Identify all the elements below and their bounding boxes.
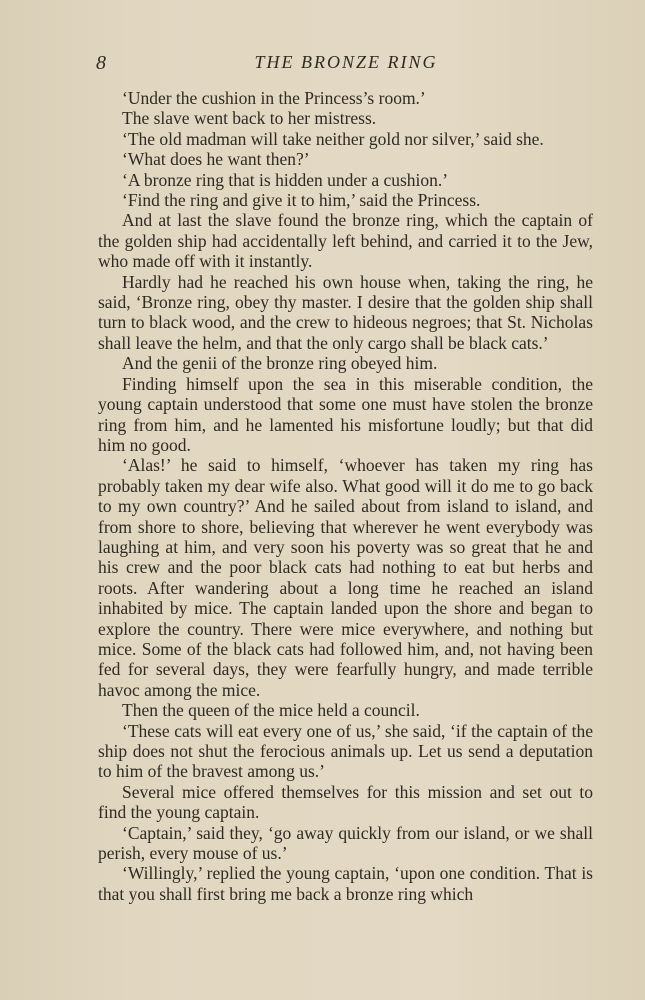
page-header xyxy=(96,52,596,80)
paragraph-16: ‘Willingly,’ replied the young captain, ‘upon one condition. That is that you shall first bring me back a bronze ring which xyxy=(98,863,593,904)
running-title: THE BRONZE RING xyxy=(254,52,438,72)
paragraph-5: ‘A bronze ring that is hidden under a cushion.’ xyxy=(122,169,449,190)
page-number: 8 xyxy=(96,52,106,74)
paragraph-7: And at last the slave found the bronze ring, which the captain of the golden ship had accidentally left behind, and carried it to the Jew, who made off with it instantly. xyxy=(98,210,593,272)
paragraph-4: ‘What does he want then?’ xyxy=(122,149,310,170)
paragraph-12: Then the queen of the mice held a council. xyxy=(122,700,420,721)
paragraph-1: ‘Under the cushion in the Princess’s room.’ xyxy=(122,88,426,108)
paragraph-6: ‘Find the ring and give it to him,’ said the Princess. xyxy=(122,190,481,211)
paragraph-3: ‘The old madman will take neither gold nor silver,’ said she. xyxy=(122,128,544,149)
paragraph-9: And the genii of the bronze ring obeyed him. xyxy=(122,353,438,374)
paragraph-10: Finding himself upon the sea in this miserable condition, the young captain understood that some one must have stolen the bronze ring from him, and he lamented his misfortune loudly; but that did him no good. xyxy=(98,373,593,455)
paragraph-13: ‘These cats will eat every one of us,’ she said, ‘if the captain of the ship does not shut the ferocious animals up. Let us send a deputation to him of the bravest among us.’ xyxy=(98,720,593,782)
paragraph-14: Several mice offered themselves for this mission and set out to find the young captain. xyxy=(98,781,593,823)
paragraph-11: ‘Alas!’ he said to himself, ‘whoever has taken my ring has probably taken my dear wife also. What good will it do me to go back to my own country?’ And he sailed about from island to island, and from shore to shore, believing that wherever he went everybody was laughing at him, and very soon his poverty was so great that he and his crew and the poor black cats had nothing to eat but herbs and roots. After wandering about a long time he reached an island inhabited by mice. The captain landed upon the shore and began to explore the country. There were mice everywhere, and nothing but mice. Some of the black cats had followed him, and, not having been fed for several days, they were fearfully hungry, and made terrible havoc among the mice. xyxy=(98,455,593,700)
body-text xyxy=(98,88,593,904)
paragraph-15: ‘Captain,’ said they, ‘go away quickly from our island, or we shall perish, every mouse of us.’ xyxy=(98,822,593,864)
paragraph-2: The slave went back to her mistress. xyxy=(122,108,377,129)
paragraph-8: Hardly had he reached his own house when, taking the ring, he said, ‘Bronze ring, obey thy master. I desire that the golden ship shall turn to black wood, and the crew to hideous negroes; that St. Nicholas shall leave the helm, and that the only cargo shall be black cats.’ xyxy=(98,271,593,353)
